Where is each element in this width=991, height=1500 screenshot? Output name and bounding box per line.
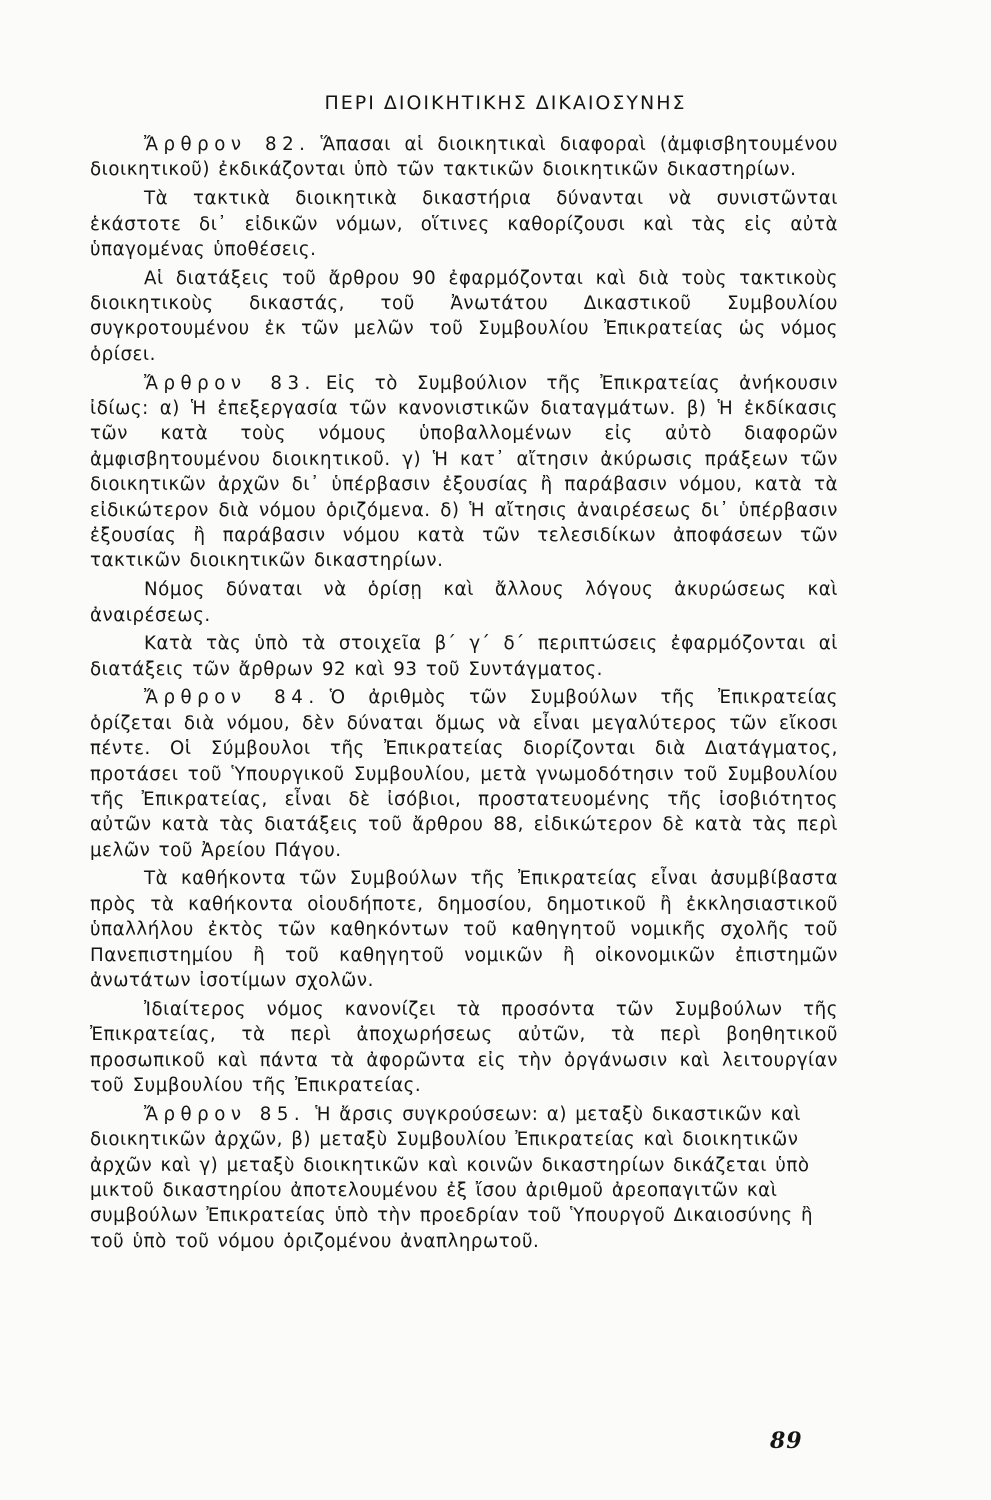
page-number: 89 [770, 1428, 803, 1454]
paragraph-text: Εἰς τὸ Συμβούλιον τῆς Ἐπικρατείας ἀνήκουσιν ἰδίως: α) Ἡ ἐπεξεργασία τῶν κανονιστικῶν διαταγμάτων. β) Ἡ ἐκδίκασις τῶν κατὰ τοὺς νόμους ὑποβαλλομένων εἰς αὐτὸ διαφορῶν ἀμφισβητουμένου διοικητικοῦ. γ) Ἡ κατ᾿ αἴτησιν ἀκύρωσις πράξεων τῶν διοικητικῶν ἀρχῶν δι᾿ ὑπέρβασιν ἐξουσίας ἢ παράβασιν νόμου, κατὰ τὰ εἰδικώτερον διὰ νόμου ὁριζόμενα. δ) Ἡ αἴτησις ἀναιρέσεως δι᾿ ὑπέρβασιν ἐξουσίας ἢ παράβασιν νόμου κατὰ τῶν τελεσιδίκων ἀποφάσεων τῶν τακτικῶν διοικητικῶν δικαστηρίων. [90, 372, 838, 572]
paragraph [90, 132, 838, 183]
paragraph [90, 1102, 838, 1254]
paragraph [90, 577, 838, 628]
article-label: Ἄρθρον 85. [144, 1103, 306, 1125]
paragraph-text: Ἅπασαι αἱ διοικητικαὶ διαφοραὶ (ἀμφισβητουμένου διοικητικοῦ) ἐκδικάζονται ὑπὸ τῶν τακτικῶν διοικητικῶν δικαστηρίων. [90, 134, 838, 181]
paragraph-text: Νόμος δύναται νὰ ὁρίσῃ καὶ ἄλλους λόγους ἀκυρώσεως καὶ ἀναιρέσεως. [90, 579, 838, 626]
paragraph [90, 866, 838, 993]
paragraph-text: Ἰδιαίτερος νόμος κανονίζει τὰ προσόντα τῶν Συμβούλων τῆς Ἐπικρατείας, τὰ περὶ ἀποχωρήσεως αὐτῶν, τὰ περὶ βοηθητικοῦ προσωπικοῦ καὶ πάντα τὰ ἀφορῶντα εἰς τὴν ὀργάνωσιν καὶ λειτουργίαν τοῦ Συμβουλίου τῆς Ἐπικρατείας. [90, 998, 838, 1096]
paragraph-text: Τὰ τακτικὰ διοικητικὰ δικαστήρια δύνανται νὰ συνιστῶνται ἑκάστοτε δι᾿ εἰδικῶν νόμων, οἵτινες καθορίζουσι καὶ τὰς εἰς αὐτὰ ὑπαγομένας ὑποθέσεις. [90, 188, 838, 260]
paragraph [90, 685, 838, 863]
paragraph-text: Αἱ διατάξεις τοῦ ἄρθρου 90 ἐφαρμόζονται καὶ διὰ τοὺς τακτικοὺς διοικητικοὺς δικαστάς, τοῦ Ἀνωτάτου Δικαστικοῦ Συμβουλίου συγκροτουμένου ἐκ τῶν μελῶν τοῦ Συμβουλίου Ἐπικρατείας ὡς νόμος ὁρίσει. [90, 267, 838, 365]
paragraph [90, 266, 838, 368]
body-text [90, 132, 838, 1257]
paragraph-text: Κατὰ τὰς ὑπὸ τὰ στοιχεῖα β´ γ´ δ´ περιπτώσεις ἐφαρμόζονται αἱ διατάξεις τῶν ἄρθρων 92 καὶ 93 τοῦ Συντάγματος. [90, 633, 838, 680]
paragraph-text: Ὁ ἀριθμὸς τῶν Συμβούλων τῆς Ἐπικρατείας ὁρίζεται διὰ νόμου, δὲν δύναται ὅμως νὰ εἶναι μεγαλύτερος τῶν εἴκοσι πέντε. Οἱ Σύμβουλοι τῆς Ἐπικρατείας διορίζονται διὰ Διατάγματος, προτάσει τοῦ Ὑπουργικοῦ Συμβουλίου, μετὰ γνωμοδότησιν τοῦ Συμβουλίου τῆς Ἐπικρατείας, εἶναι δὲ ἰσόβιοι, προστατευομένης τῆς ἰσοβιότητος αὐτῶν κατὰ τὰς διατάξεις τοῦ ἄρθρου 88, εἰδικώτερον δὲ κατὰ τὰς περὶ μελῶν τοῦ Ἀρείου Πάγου. [90, 687, 838, 861]
paragraph-text: Ἡ ἄρσις συγκρούσεων: α) μεταξὺ δικαστικῶν καὶ διοικητικῶν ἀρχῶν, β) μεταξὺ Συμβουλίου Ἐπικρατείας καὶ διοικητικῶν ἀρχῶν καὶ γ) μεταξὺ διοικητικῶν καὶ κοινῶν δικαστηρίων δικάζεται ὑπὸ μικτοῦ δικαστηρίου ἀποτελουμένου ἐξ ἴσου ἀριθμοῦ ἀρεοπαγιτῶν καὶ συμβούλων Ἐπικρατείας ὑπὸ τὴν προεδρίαν τοῦ Ὑπουργοῦ Δικαιοσύνης ἢ τοῦ ὑπὸ τοῦ νόμου ὁριζομένου ἀναπληρωτοῦ. [90, 1103, 814, 1252]
article-label: Ἄρθρον 82. [144, 134, 311, 155]
paragraph [90, 631, 838, 682]
paragraph-text: Τὰ καθήκοντα τῶν Συμβούλων τῆς Ἐπικρατείας εἶναι ἀσυμβίβαστα πρὸς τὰ καθήκοντα οἱουδήποτε, δημοσίου, δημοτικοῦ ἢ ἐκκλησιαστικοῦ ὑπαλλήλου ἐκτὸς τῶν καθηκόντων τοῦ καθηγητοῦ νομικῆς σχολῆς τοῦ Πανεπιστημίου ἢ τοῦ καθηγητοῦ νομικῶν ἢ οἰκονομικῶν ἐπιστημῶν ἀνωτάτων ἰσοτίμων σχολῶν. [90, 868, 838, 992]
paragraph [90, 186, 838, 262]
article-label: Ἄρθρον 83. [144, 372, 316, 394]
paragraph [90, 997, 838, 1099]
page-title: ΠΕΡΙ ΔΙΟΙΚΗΤΙΚΗΣ ΔΙΚΑΙΟΣΥΝΗΣ [324, 92, 687, 114]
article-label: Ἄρθρον 84. [144, 687, 320, 709]
paragraph [90, 371, 838, 574]
